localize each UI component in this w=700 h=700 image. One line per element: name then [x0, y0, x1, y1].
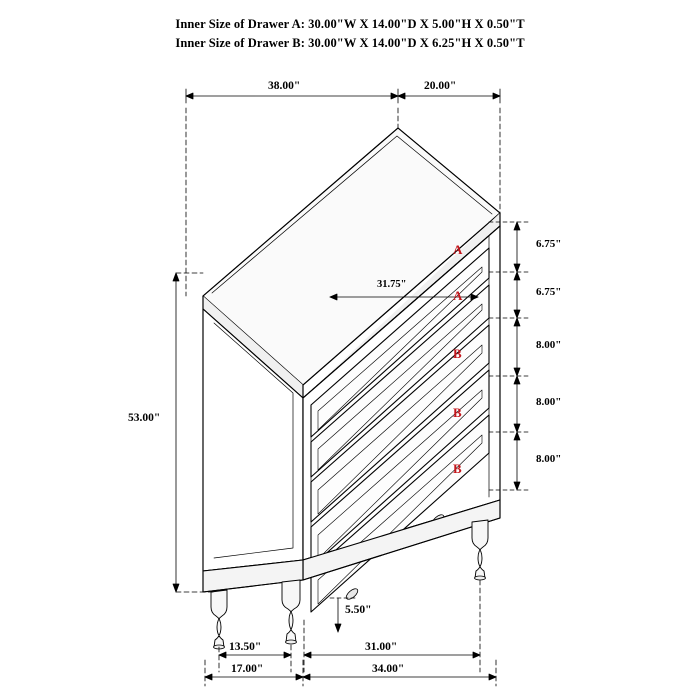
drawer-a-spec-text: Inner Size of Drawer A: 30.00"W X 14.00"D X 5.00"H X 0.50"T [175, 17, 525, 31]
dim-drawer-height-2: 6.75" [536, 286, 562, 298]
drawer-label-3: B [453, 346, 462, 361]
leg-left-back [211, 590, 227, 649]
drawer-pull-5 [344, 587, 359, 601]
drawer-label-4: B [453, 405, 462, 420]
dim-drawer-height-5: 8.00" [536, 453, 562, 465]
leg-front-right [472, 520, 488, 580]
dim-top-depth: 20.00" [424, 80, 457, 92]
dim-drawer-height-1: 6.75" [536, 238, 562, 250]
dim-front-total: 34.00" [372, 663, 405, 675]
dim-top-width: 38.00" [268, 80, 301, 92]
dim-side-total: 17.00" [231, 663, 264, 675]
drawer-label-5: B [453, 461, 462, 476]
drawer-b-spec-text: Inner Size of Drawer B: 30.00"W X 14.00"D X 6.25"H X 0.50"T [175, 36, 525, 50]
dim-drawer-height-4: 8.00" [536, 396, 562, 408]
dim-leg-height: 5.50" [345, 604, 372, 616]
drawer-label-2: A [453, 288, 463, 303]
dim-front-panel-width: 31.75" [377, 279, 407, 290]
dim-side-base: 13.50" [229, 641, 262, 653]
drawer-label-1: A [453, 242, 463, 257]
dim-overall-height: 53.00" [128, 412, 161, 424]
dim-front-base: 31.00" [365, 641, 398, 653]
leg-front-left [282, 580, 300, 644]
dim-drawer-height-3: 8.00" [536, 339, 562, 351]
